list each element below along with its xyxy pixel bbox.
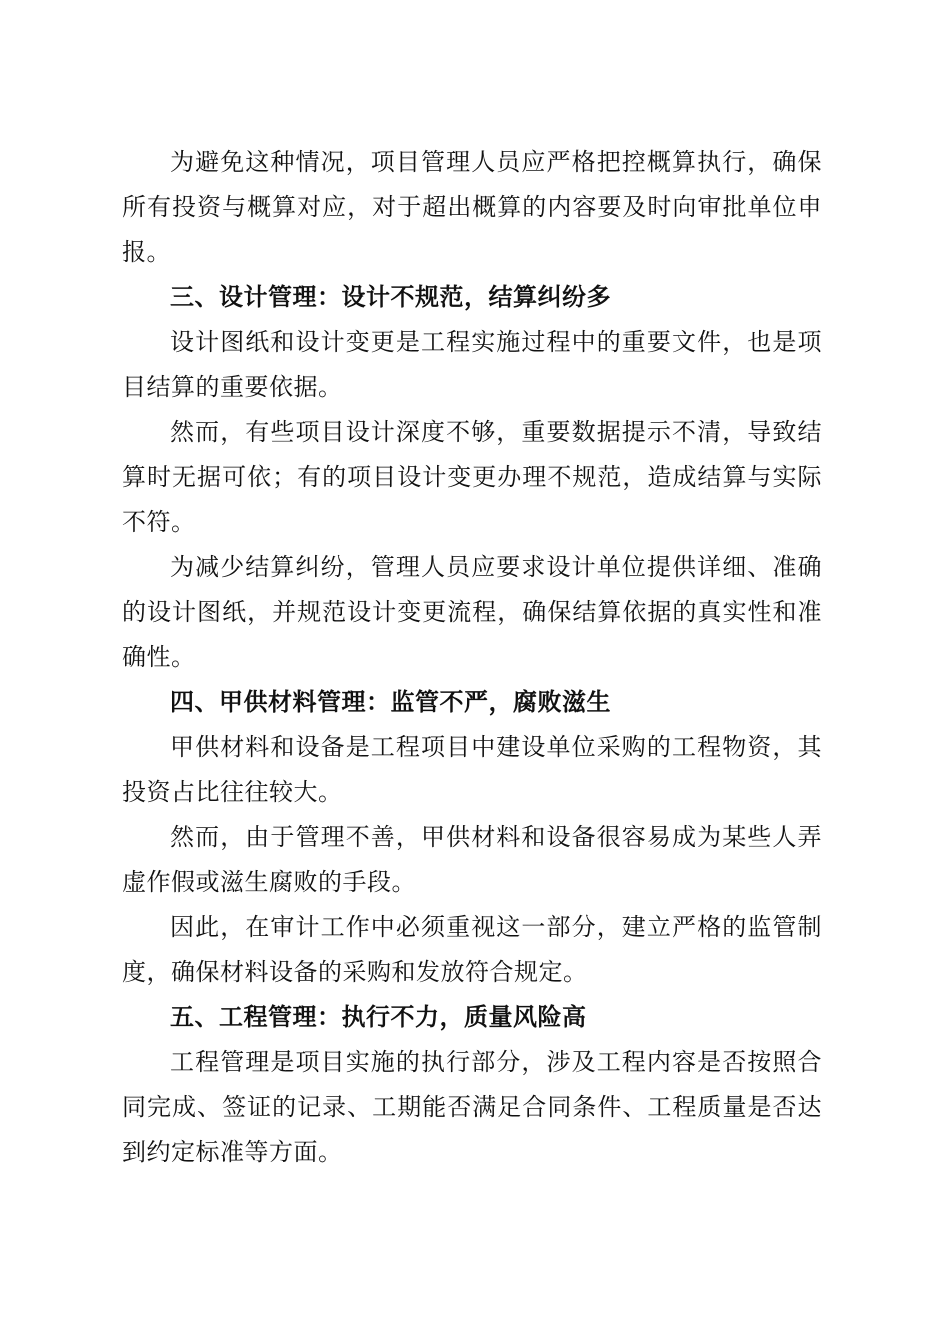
paragraph-materials-intro: 甲供材料和设备是工程项目中建设单位采购的工程物资，其投资占比往往较大。 [122, 733, 822, 806]
section-heading-materials: 四、甲供材料管理：监管不严，腐败滋生 [170, 688, 611, 716]
paragraph-materials-remedy: 因此，在审计工作中必须重视这一部分，建立严格的监管制度，确保材料设备的采购和发放符合规定。 [122, 913, 822, 986]
section-heading-design: 三、设计管理：设计不规范，结算纠纷多 [170, 283, 611, 311]
paragraph-budget-control: 为避免这种情况，项目管理人员应严格把控概算执行，确保所有投资与概算对应，对于超出概算的内容要及时向审批单位申报。 [122, 148, 822, 266]
paragraph-design-remedy: 为减少结算纠纷，管理人员应要求设计单位提供详细、准确的设计图纸，并规范设计变更流程，确保结算依据的真实性和准确性。 [122, 553, 822, 671]
section-heading-engineering: 五、工程管理：执行不力，质量风险高 [170, 1003, 587, 1031]
document-page [122, 140, 822, 1175]
paragraph-engineering-scope: 工程管理是项目实施的执行部分，涉及工程内容是否按照合同完成、签证的记录、工期能否满足合同条件、工程质量是否达到约定标准等方面。 [122, 1048, 822, 1166]
paragraph-design-issues: 然而，有些项目设计深度不够，重要数据提示不清，导致结算时无据可依；有的项目设计变更办理不规范，造成结算与实际不符。 [122, 418, 822, 536]
paragraph-materials-risk: 然而，由于管理不善，甲供材料和设备很容易成为某些人弄虚作假或滋生腐败的手段。 [122, 823, 822, 896]
paragraph-design-docs: 设计图纸和设计变更是工程实施过程中的重要文件，也是项目结算的重要依据。 [122, 328, 822, 401]
